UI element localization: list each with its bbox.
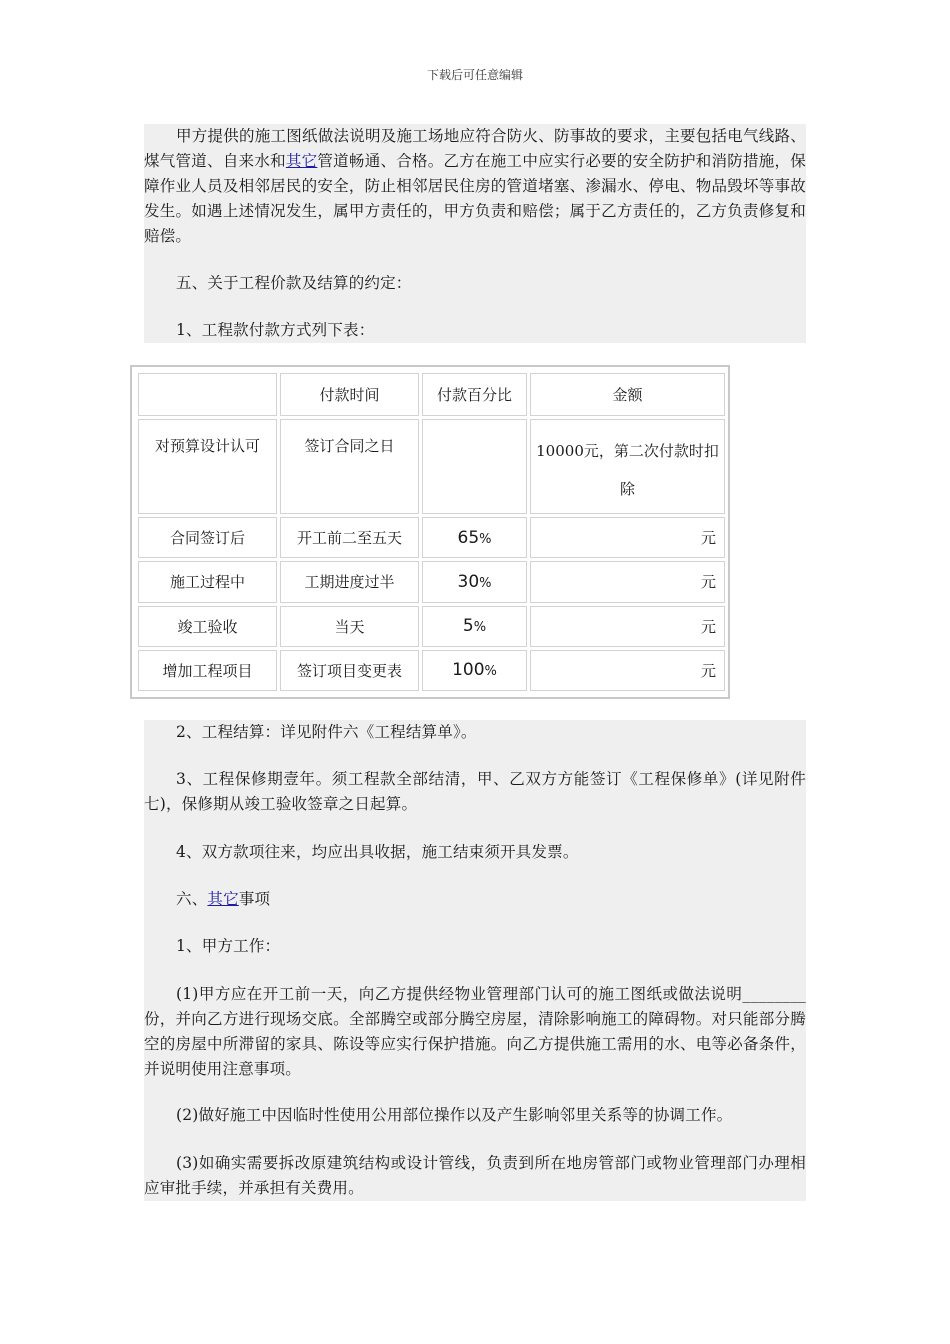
table-header-percent: 付款百分比 bbox=[422, 373, 527, 416]
row-time: 签订项目变更表 bbox=[280, 650, 419, 691]
payment-table bbox=[135, 370, 728, 694]
row-percent bbox=[422, 606, 527, 647]
safety-text-b: 管道畅通、合格。乙方在施工中应实行必要的安全防护和消防措施，保障作业人员及相邻居民的安全，防止相邻居民住房的管道堵塞、渗漏水、停电、物品毁坏等事故发生。如遇上述情况发生，属甲方责任的，甲方负责和赔偿；属于乙方责任的，乙方负责修复和赔偿。 bbox=[144, 152, 806, 245]
percent-sign: % bbox=[484, 664, 497, 680]
row-time: 签订合同之日 bbox=[280, 419, 419, 514]
table-row bbox=[138, 419, 725, 514]
table-header-time: 付款时间 bbox=[280, 373, 419, 416]
safety-paragraph bbox=[144, 124, 806, 249]
invoice-item: 4、双方款项往来，均应出具收据，施工结束须开具发票。 bbox=[176, 843, 579, 861]
row-stage: 合同签订后 bbox=[138, 517, 277, 558]
payment-table-wrapper bbox=[130, 365, 730, 699]
party-a-item-1 bbox=[144, 982, 806, 1082]
row-percent bbox=[422, 561, 527, 602]
section-six-heading bbox=[144, 887, 806, 912]
row-stage: 增加工程项目 bbox=[138, 650, 277, 691]
row-stage: 竣工验收 bbox=[138, 606, 277, 647]
party-a-item-2: (2)做好施工中因临时性使用公用部位操作以及产生影响邻里关系等的协调工作。 bbox=[176, 1106, 733, 1124]
party-a-item-3: (3)如确实需要拆改原建筑结构或设计管线，负责到所在地房管部门或物业管理部门办理相应审批手续，并承担有关费用。 bbox=[144, 1154, 806, 1197]
item-1-text-b: ____份，并向乙方进行现场交底。全部腾空或部分腾空房屋，清除影响施工的障碍物。对只能部分腾空的房屋中所滞留的家具、陈设等应实行保护措施。向乙方提供施工需用的水、电等必备条件，并说明使用注意事项。 bbox=[144, 985, 806, 1078]
percent-value: 65 bbox=[457, 527, 480, 548]
item-1-text-a: (1)甲方应在开工前一天，向乙方提供经物业管理部门认可的施工图纸或做法说明____ bbox=[176, 985, 775, 1003]
table-header-empty bbox=[138, 373, 277, 416]
other-link[interactable]: 其它 bbox=[285, 152, 318, 170]
percent-sign: % bbox=[479, 531, 492, 547]
row-percent bbox=[422, 650, 527, 691]
row-stage: 施工过程中 bbox=[138, 561, 277, 602]
row-amount: 元 bbox=[530, 517, 725, 558]
payment-method-item: 1、工程款付款方式列下表： bbox=[176, 321, 375, 339]
section-six-prefix: 六、 bbox=[176, 890, 208, 908]
percent-value: 5 bbox=[462, 616, 474, 637]
section-block-1 bbox=[144, 124, 806, 343]
safety-text-a: 甲方提供的施工图纸做法说明及施工场地应符合防火、防事故的要求，主要包括电气线路、煤气管道、自来水和 bbox=[144, 127, 806, 170]
percent-value: 30 bbox=[457, 571, 480, 592]
percent-sign: % bbox=[479, 575, 492, 591]
settlement-item: 2、工程结算：详见附件六《工程结算单》。 bbox=[176, 723, 477, 741]
row-stage: 对预算设计认可 bbox=[138, 419, 277, 514]
warranty-item: 3、工程保修期壹年。须工程款全部结清，甲、乙双方方能签订《工程保修单》(详见附件七)，保修期从竣工验收签章之日起算。 bbox=[144, 770, 806, 813]
other-link[interactable]: 其它 bbox=[207, 890, 239, 908]
section-six-suffix: 事项 bbox=[238, 890, 271, 908]
row-amount: 元 bbox=[530, 650, 725, 691]
table-header-amount: 金额 bbox=[530, 373, 725, 416]
table-row bbox=[138, 606, 725, 647]
party-a-work-heading: 1、甲方工作： bbox=[176, 937, 281, 955]
row-percent bbox=[422, 419, 527, 514]
row-percent bbox=[422, 517, 527, 558]
table-row bbox=[138, 561, 725, 602]
row-time: 工期进度过半 bbox=[280, 561, 419, 602]
row-time: 当天 bbox=[280, 606, 419, 647]
percent-sign: % bbox=[473, 620, 487, 636]
page-header: 下载后可任意编辑 bbox=[426, 68, 523, 82]
section-block-2 bbox=[144, 720, 806, 1201]
row-amount: 元 bbox=[530, 606, 725, 647]
row-time: 开工前二至五天 bbox=[280, 517, 419, 558]
percent-value: 100 bbox=[452, 660, 485, 681]
table-header-row bbox=[138, 373, 725, 416]
table-row bbox=[138, 517, 725, 558]
section-five-heading: 五、关于工程价款及结算的约定： bbox=[176, 274, 412, 292]
row-amount: 10000元，第二次付款时扣除 bbox=[530, 419, 725, 514]
row-amount: 元 bbox=[530, 561, 725, 602]
table-row bbox=[138, 650, 725, 691]
